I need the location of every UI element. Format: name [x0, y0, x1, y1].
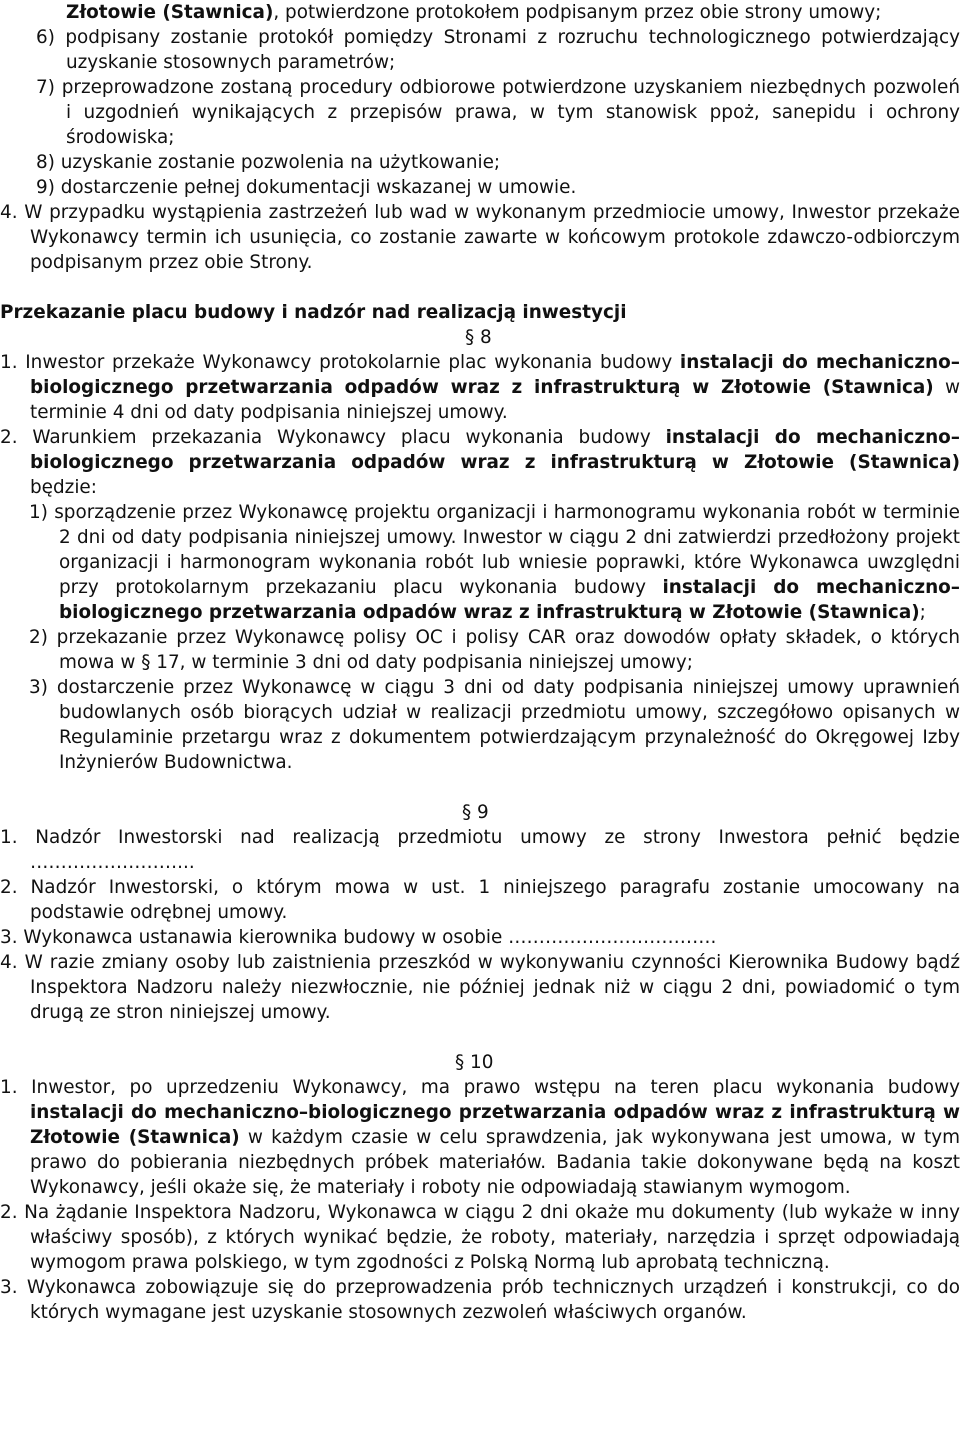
section-heading: Przekazanie placu budowy i nadzór nad realizacją inwestycji — [0, 302, 627, 323]
s9-point-4: 4. W razie zmiany osoby lub zaistnienia przeszkód w wykonywaniu czynności Kierownika Budowy bądź Inspektora Nadzoru należy niezwłocznie, nie później jednak niż w ciągu 2 dni, powiadomić o tym drugą ze stron niniejszej umowy. — [0, 952, 960, 1023]
s8-item-3: 3) dostarczenie przez Wykonawcę w ciągu 3 dni od daty podpisania niniejszej umowy uprawnień budowlanych osób biorących udział w realizacji przedmiotu umowy, szczegółowo opisanych w Regulaminie przetargu wraz z dokumentem potwierdzającym przynależność do Okręgowej Izby Inżynierów Budownictwa. — [29, 677, 960, 773]
s9-point-2: 2. Nadzór Inwestorski, o którym mowa w ust. 1 niniejszego paragrafu zostanie umocowany na podstawie odrębnej umowy. — [0, 877, 960, 923]
spacer — [0, 275, 960, 300]
intro-item-7: 7) przeprowadzone zostaną procedury odbiorowe potwierdzone uzyskaniem niezbędnych pozwoleń i uzgodnień wynikających z przepisów prawa, w tym stanowisk ppoż, sanepidu i ochrony środowiska; — [36, 77, 960, 148]
intro-continuation: Złotowie (Stawnica), potwierdzone protokołem podpisanym przez obie strony umowy; — [66, 2, 882, 23]
s10-point-2: 2. Na żądanie Inspektora Nadzoru, Wykonawca w ciągu 2 dni okaże mu dokumenty (lub wykaże w inny właściwy sposób), z których wynikać będzie, że roboty, materiały, narzędzia i sprzęt odpowiadają wymogom prawa polskiego, w tym zgodności z Polską Normą lub aprobatą techniczną. — [0, 1202, 960, 1273]
s10-point-3: 3. Wykonawca zobowiązuje się do przeprowadzenia prób technicznych urządzeń i konstrukcji, co do których wymagane jest uzyskanie stosownych zezwoleń właściwych organów. — [0, 1277, 960, 1323]
point-4: 4. W przypadku wystąpienia zastrzeżeń lub wad w wykonanym przedmiocie umowy, Inwestor przekaże Wykonawcy termin ich usunięcia, co zostanie zawarte w końcowym protokole zdawczo-odbiorczym podpisanym przez obie Strony. — [0, 202, 960, 273]
section-sign-9: § 9 — [462, 802, 489, 823]
s8-point-2: 2. Warunkiem przekazania Wykonawcy placu wykonania budowy instalacji do mechaniczno–biologicznego przetwarzania odpadów wraz z infrastrukturą w Złotowie (Stawnica) będzie: — [0, 427, 960, 498]
s10-point-1: 1. Inwestor, po uprzedzeniu Wykonawcy, ma prawo wstępu na teren placu wykonania budowy instalacji do mechaniczno–biologicznego przetwarzania odpadów wraz z infrastrukturą w Złotowie (Stawnica) w każdym czasie w celu sprawdzenia, jak wykonywana jest umowa, w tym prawo do pobierania niezbędnych próbek materiałów. Badania takie dokonywane będą na koszt Wykonawcy, jeśli okaże się, że materiały i roboty nie odpowiadają stawianym wymogom. — [0, 1077, 960, 1198]
intro-item-8: 8) uzyskanie zostanie pozwolenia na użytkowanie; — [36, 152, 501, 173]
s9-point-1: 1. Nadzór Inwestorski nad realizacją przedmiotu umowy ze strony Inwestora pełnić będzie ……………………... — [0, 827, 960, 873]
spacer — [0, 1025, 960, 1050]
s8-point-1: 1. Inwestor przekaże Wykonawcy protokolarnie plac wykonania budowy instalacji do mechaniczno–biologicznego przetwarzania odpadów wraz z infrastrukturą w Złotowie (Stawnica) w terminie 4 dni od daty podpisania niniejszej umowy. — [0, 352, 960, 423]
s8-item-1: 1) sporządzenie przez Wykonawcę projektu organizacji i harmonogramu wykonania robót w terminie 2 dni od daty podpisania niniejszej umowy. Inwestor w ciągu 2 dni zatwierdzi przedłożony projekt organizacji i harmonogram wykonania robót lub wniesie poprawki, które Wykonawca uwzględni przy protokolarnym przekazaniu placu wykonania budowy instalacji do mechaniczno–biologicznego przetwarzania odpadów wraz z infrastrukturą w Złotowie (Stawnica); — [29, 502, 960, 623]
s8-item-2: 2) przekazanie przez Wykonawcę polisy OC i polisy CAR oraz dowodów opłaty składek, o których mowa w § 17, w terminie 3 dni od daty podpisania niniejszej umowy; — [29, 627, 960, 673]
s9-point-3: 3. Wykonawca ustanawia kierownika budowy w osobie ……………………………. — [0, 927, 717, 948]
section-sign-10: § 10 — [455, 1052, 494, 1073]
section-sign-8: § 8 — [465, 327, 492, 348]
intro-item-6: 6) podpisany zostanie protokół pomiędzy Stronami z rozruchu technologicznego potwierdzający uzyskanie stosownych parametrów; — [36, 27, 960, 73]
intro-item-9: 9) dostarczenie pełnej dokumentacji wskazanej w umowie. — [36, 177, 577, 198]
spacer — [0, 775, 960, 800]
